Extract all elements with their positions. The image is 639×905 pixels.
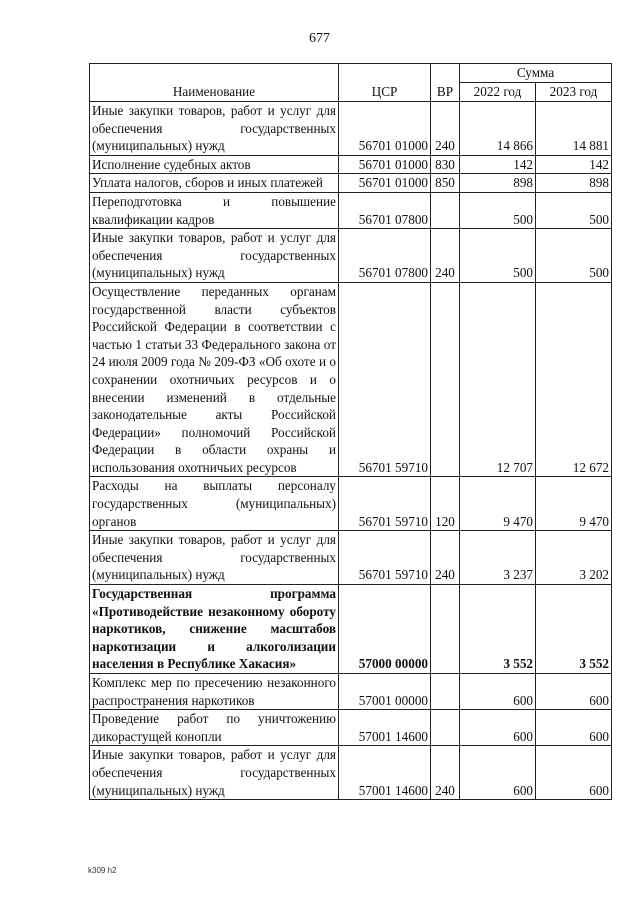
header-sum: Сумма — [460, 64, 612, 83]
row-name: Проведение работ по уничтожению дикорастущей конопли — [90, 710, 339, 746]
table-body — [90, 102, 612, 800]
row-sum-2022: 898 — [460, 174, 536, 193]
row-sum-2022: 600 — [460, 710, 536, 746]
row-csr: 57000 00000 — [339, 585, 431, 674]
table-row — [90, 102, 612, 156]
row-sum-2022: 500 — [460, 229, 536, 283]
row-csr: 57001 00000 — [339, 674, 431, 710]
row-sum-2023: 898 — [536, 174, 612, 193]
row-vr: 120 — [431, 477, 460, 531]
table-row — [90, 531, 612, 585]
header-csr: ЦСР — [339, 64, 431, 102]
row-sum-2022: 12 707 — [460, 282, 536, 477]
row-sum-2023: 3 552 — [536, 585, 612, 674]
header-vr: ВР — [431, 64, 460, 102]
row-csr: 56701 59710 — [339, 531, 431, 585]
row-vr: 240 — [431, 746, 460, 800]
row-csr: 56701 59710 — [339, 477, 431, 531]
row-csr: 56701 59710 — [339, 282, 431, 477]
row-sum-2022: 142 — [460, 155, 536, 174]
row-name: Осуществление переданных органам государственной власти субъектов Российской Федерации в соответствии с частью 1 статьи 33 Федерального закона от 24 июля 2009 года № 209-ФЗ «Об охоте и о сохранении охотничьих ресурсов и о внесении изменений в отдельные законодательные акты Российской Федерации» полномочий Российской Федерации в области охраны и использования охотничьих ресурсов — [90, 282, 339, 477]
row-csr: 56701 01000 — [339, 174, 431, 193]
row-name: Иные закупки товаров, работ и услуг для обеспечения государственных (муниципальных) нужд — [90, 229, 339, 283]
row-name: Переподготовка и повышение квалификации кадров — [90, 192, 339, 228]
table-row — [90, 585, 612, 674]
row-name: Государственная программа «Противодействие незаконному обороту наркотиков, снижение масштабов наркотизации и алкоголизации населения в Республике Хакасия» — [90, 585, 339, 674]
row-vr — [431, 282, 460, 477]
row-sum-2023: 600 — [536, 746, 612, 800]
row-sum-2022: 500 — [460, 192, 536, 228]
row-vr — [431, 710, 460, 746]
row-sum-2022: 600 — [460, 674, 536, 710]
footer-code: k309 h2 — [88, 866, 117, 875]
row-sum-2023: 14 881 — [536, 102, 612, 156]
row-csr: 57001 14600 — [339, 746, 431, 800]
row-sum-2022: 3 552 — [460, 585, 536, 674]
row-csr: 56701 07800 — [339, 229, 431, 283]
row-sum-2022: 3 237 — [460, 531, 536, 585]
row-sum-2023: 9 470 — [536, 477, 612, 531]
row-name: Расходы на выплаты персоналу государственных (муниципальных) органов — [90, 477, 339, 531]
row-vr: 240 — [431, 102, 460, 156]
row-vr: 240 — [431, 531, 460, 585]
row-sum-2023: 600 — [536, 710, 612, 746]
row-sum-2023: 12 672 — [536, 282, 612, 477]
table-row — [90, 155, 612, 174]
table-row — [90, 477, 612, 531]
page-number: 677 — [309, 31, 330, 46]
row-csr: 56701 01000 — [339, 102, 431, 156]
table-row — [90, 746, 612, 800]
table-row — [90, 229, 612, 283]
header-year-2022: 2022 год — [460, 83, 536, 102]
row-csr: 57001 14600 — [339, 710, 431, 746]
table-row — [90, 174, 612, 193]
row-sum-2023: 3 202 — [536, 531, 612, 585]
row-name: Исполнение судебных актов — [90, 155, 339, 174]
row-name: Иные закупки товаров, работ и услуг для обеспечения государственных (муниципальных) нужд — [90, 746, 339, 800]
header-name: Наименование — [90, 64, 339, 102]
header-year-2023: 2023 год — [536, 83, 612, 102]
row-name: Уплата налогов, сборов и иных платежей — [90, 174, 339, 193]
row-sum-2022: 9 470 — [460, 477, 536, 531]
table-row — [90, 192, 612, 228]
row-vr — [431, 585, 460, 674]
row-vr: 240 — [431, 229, 460, 283]
row-sum-2023: 142 — [536, 155, 612, 174]
row-name: Иные закупки товаров, работ и услуг для обеспечения государственных (муниципальных) нужд — [90, 531, 339, 585]
row-sum-2023: 500 — [536, 229, 612, 283]
row-sum-2022: 600 — [460, 746, 536, 800]
row-sum-2022: 14 866 — [460, 102, 536, 156]
row-csr: 56701 01000 — [339, 155, 431, 174]
row-name: Комплекс мер по пресечению незаконного распространения наркотиков — [90, 674, 339, 710]
row-vr — [431, 674, 460, 710]
row-name: Иные закупки товаров, работ и услуг для обеспечения государственных (муниципальных) нужд — [90, 102, 339, 156]
row-csr: 56701 07800 — [339, 192, 431, 228]
row-vr: 850 — [431, 174, 460, 193]
table-row — [90, 710, 612, 746]
row-sum-2023: 500 — [536, 192, 612, 228]
table-row — [90, 674, 612, 710]
row-vr — [431, 192, 460, 228]
table-row — [90, 282, 612, 477]
budget-table — [89, 63, 612, 800]
row-vr: 830 — [431, 155, 460, 174]
row-sum-2023: 600 — [536, 674, 612, 710]
